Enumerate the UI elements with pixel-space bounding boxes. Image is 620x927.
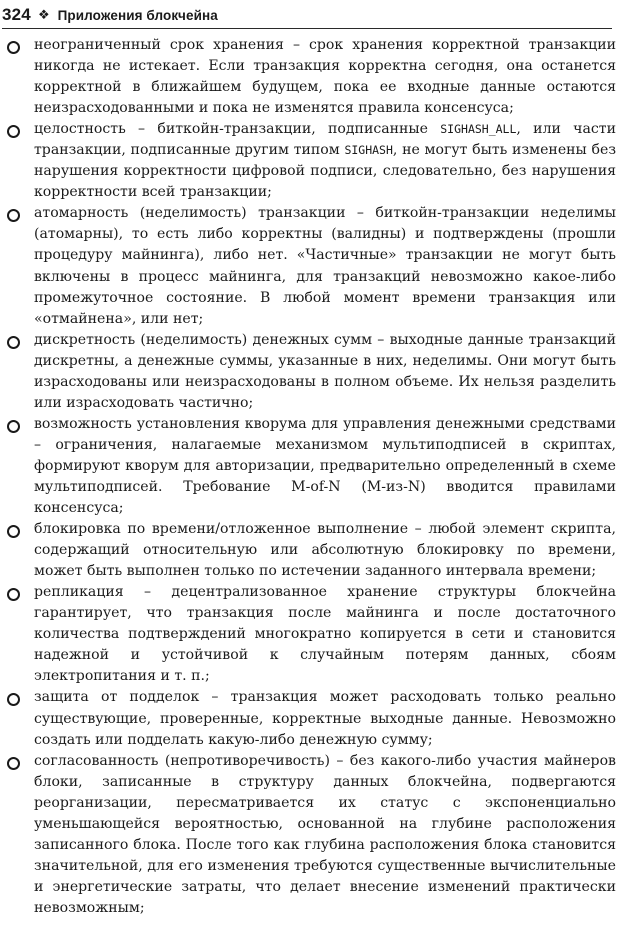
list-item-text: возможность установления кворума для управления денежными средствами – ограничения, налагаемые механизмом мультиподписей в скриптах, формируют кворум для авторизации, предварительно определенный в схеме мультиподписей. Требование M-of-N (M-из-N) вводится правилами консенсуса; — [34, 415, 616, 517]
bullet-icon — [7, 693, 20, 706]
list-item-text: , или части транзакции, подписанные другим типом — [34, 121, 616, 159]
list-item-text: неограниченный срок хранения – срок хранения корректной транзакции никогда не истекает. Если транзакция корректна сегодня, она останется корректной в ближайшем будущем, пока ее входные данные остаются неизрасходованными и пока не изменятся правила консенсуса; — [34, 37, 616, 117]
bullet-icon — [7, 209, 20, 222]
code-sighash: SIGHASH — [344, 143, 393, 158]
list-item-text: блокировка по времени/отложенное выполнение – любой элемент скрипта, содержащий относительную или абсолютную блокировку по времени, может быть выполнен только по истечении заданного интервала времени; — [34, 521, 616, 580]
bullet-icon — [7, 125, 20, 138]
list-item-text: репликация – децентрализованное хранение структуры блокчейна гарантирует, что транзакция после майнинга и после достаточного количества подтверждений многократно копируется в сети и становится надежной и устойчивой к случайным потерям данных, сбоям электропитания и т. п.; — [34, 584, 616, 685]
list-item — [4, 519, 616, 582]
bullet-icon — [7, 757, 20, 770]
bullet-icon — [7, 525, 20, 538]
running-head — [2, 2, 612, 29]
list-item — [4, 203, 616, 329]
list-item — [4, 751, 616, 919]
page-number: 324 — [2, 5, 31, 24]
list-item — [4, 35, 616, 119]
list-item-text: дискретность (неделимость) денежных сумм – выходные данные транзакций дискретны, а денежные суммы, указанные в них, неделимы. Они могут быть израсходованы или неизрасходованы в полном объеме. Их нельзя разделить или израсходовать частично; — [34, 331, 616, 411]
code-sighash-all: SIGHASH_ALL — [440, 122, 517, 137]
ornament-icon: ❖ — [37, 7, 50, 22]
list-item-text: , не могут быть изменены без нарушения корректности цифровой подписи, следовательно, без нарушения корректности всей транзакции; — [34, 142, 617, 201]
list-item — [4, 414, 616, 519]
bullet-icon — [7, 336, 20, 349]
property-list — [4, 35, 616, 919]
list-item — [4, 582, 616, 687]
running-title: Приложения блокчейна — [57, 7, 218, 23]
bullet-icon — [7, 420, 20, 433]
bullet-icon — [7, 588, 20, 601]
list-item-text: целостность – биткойн-транзакции, подписанные — [34, 121, 441, 138]
list-item — [4, 687, 616, 750]
list-item — [4, 330, 616, 414]
list-item — [4, 119, 616, 203]
list-item-text: атомарность (неделимость) транзакции – биткойн-транзакции неделимы (атомарны), то есть либо корректны (валидны) и подтверждены (прошли процедуру майнинга), либо нет. «Частичные» транзакции не могут быть включены в процесс майнинга, для транзакций невозможно какое-либо промежуточное состояние. В любой момент времени транзакция или «отмайнена», или нет; — [34, 205, 616, 327]
bullet-icon — [7, 41, 20, 54]
list-item-text: защита от подделок – транзакция может расходовать только реально существующие, проверенные, корректные выходные данные. Невозможно создать или подделать какую-либо денежную сумму; — [34, 689, 616, 748]
list-item-text: согласованность (непротиворечивость) – без какого-либо участия майнеров блоки, записанные в структуру данных блокчейна, подвергаются реорганизации, пересматривается их статус с экспоненциально уменьшающейся вероятностью, основанной на глубине расположения записанного блока. После того как глубина расположения блока становится значительной, для его изменения требуются существенные вычислительные и энергетические затраты, что делает внесение изменений практически невозможным; — [34, 752, 616, 916]
